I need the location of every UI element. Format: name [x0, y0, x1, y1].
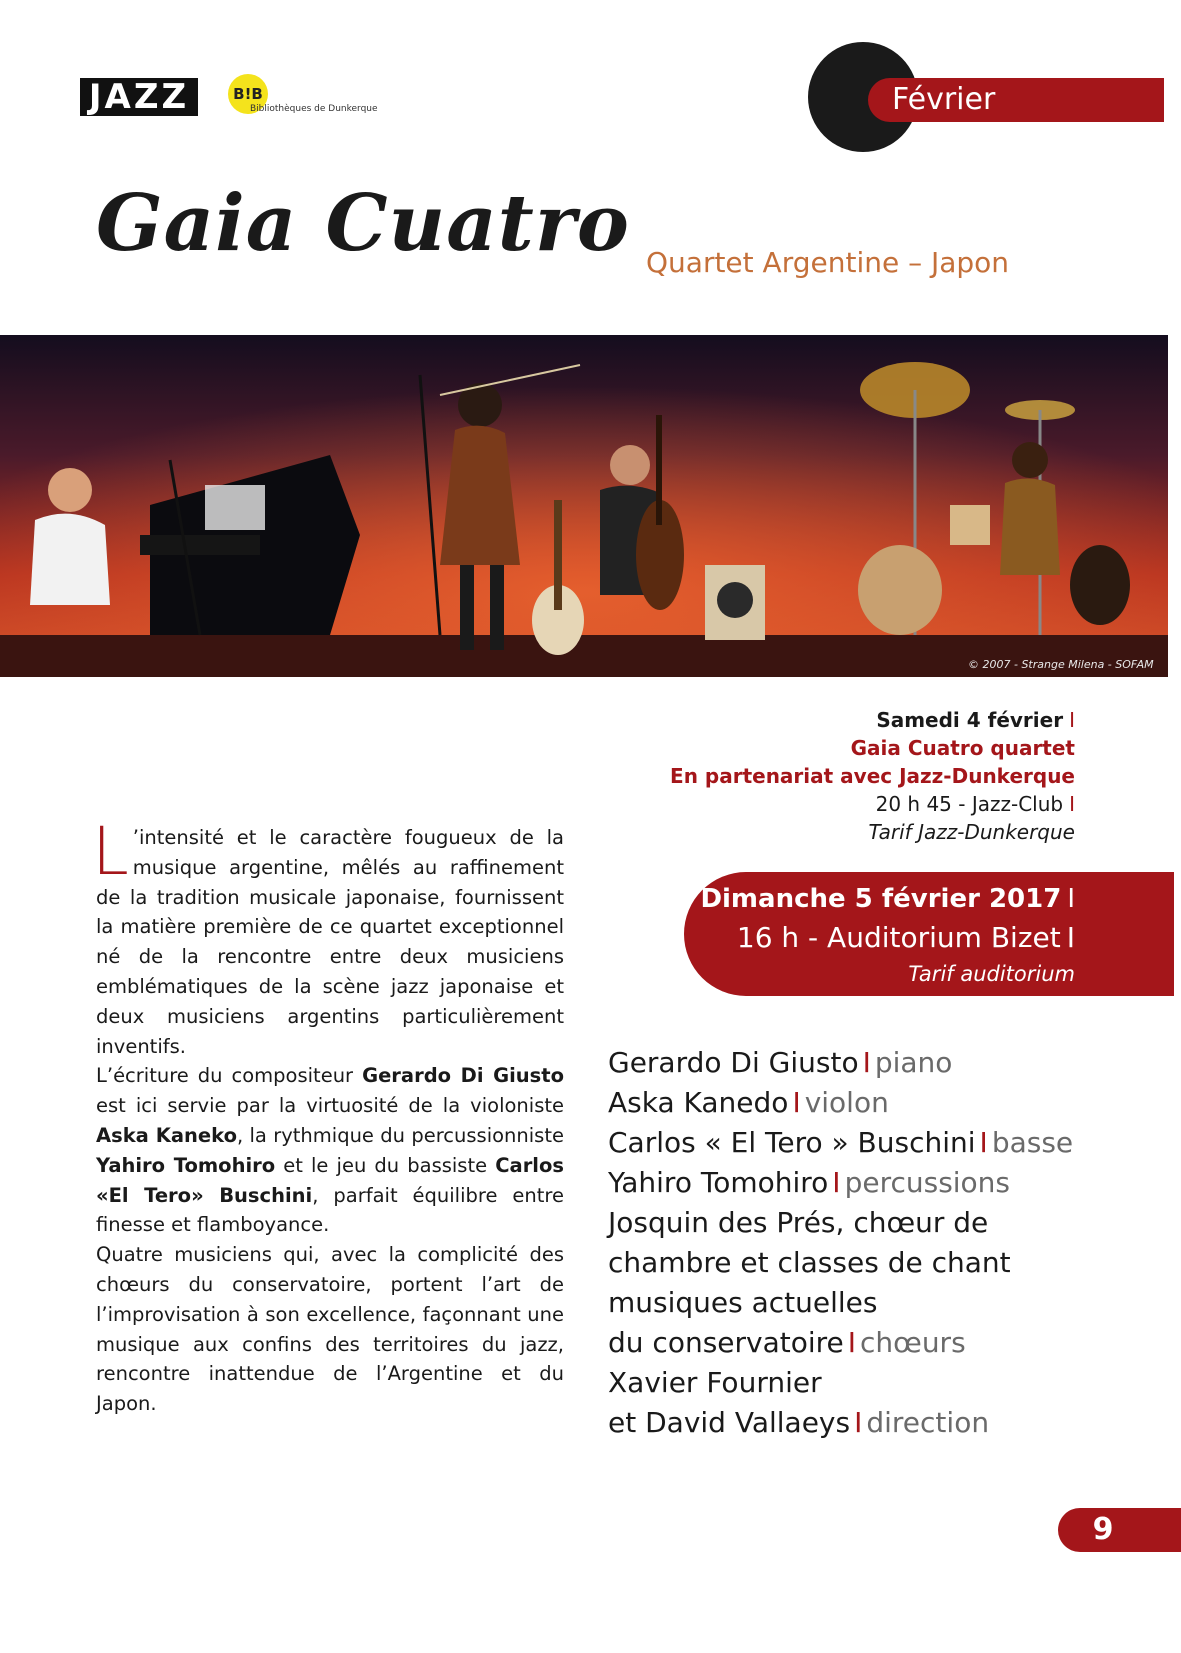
separator: I: [979, 1126, 988, 1159]
main-time-place: 16 h - Auditorium Bizet: [736, 921, 1061, 954]
credit-name: Gerardo Di Giusto: [608, 1046, 859, 1079]
credit-name: et David Vallaeys: [608, 1406, 851, 1439]
drop-cap: L: [92, 813, 129, 890]
schedule-saturday: [670, 706, 1075, 846]
separator: I: [862, 1046, 871, 1079]
musician-name: Aska Kaneko: [96, 1123, 237, 1147]
separator: I: [1066, 921, 1075, 954]
page-subtitle: Quartet Argentine – Japon: [646, 246, 1010, 279]
credit-line: [608, 1163, 1073, 1203]
body-paragraph-2: [96, 1061, 564, 1240]
body-paragraph-1: [92, 813, 564, 1061]
credits: [608, 1043, 1073, 1443]
body-text: [92, 813, 564, 1419]
body-paragraph-3: Quatre musiciens qui, avec la complicité des chœurs du conservatoire, portent l’art de l’improvisation à son excellence, façonnant une musique aux confins des territoires du jazz, rencontre inattendue de l’Argentine et du Japon.: [96, 1243, 564, 1416]
body-text-span: ’intensité et le caractère fougueux de la musique argentine, mêlés au raffinement de la tradition musicale japonaise, fournissent la matière première de ce quartet exceptionnel né de la rencontre entre deux musiciens emblématiques de la scène jazz japonaise et deux musiciens argentins particulièrement inventifs.: [96, 826, 564, 1058]
main-tarif: Tarif auditorium: [908, 962, 1075, 986]
credit-role: chœurs: [860, 1326, 966, 1359]
schedule-date: Samedi 4 février: [876, 708, 1064, 732]
credit-role: basse: [991, 1126, 1074, 1159]
schedule-tarif: Tarif Jazz-Dunkerque: [868, 820, 1075, 844]
credit-line: [608, 1403, 1073, 1443]
credit-role: direction: [866, 1406, 990, 1439]
schedule-partner: En partenariat avec Jazz-Dunkerque: [670, 764, 1075, 788]
concert-photo: [0, 335, 1168, 677]
bib-logo-mark: B!B: [228, 74, 268, 114]
separator: I: [1067, 884, 1075, 914]
credit-role: violon: [804, 1086, 889, 1119]
body-text-span: est ici servie par la virtuosité de la violoniste: [96, 1094, 564, 1118]
credit-line: [608, 1083, 1073, 1123]
month-label: Février: [892, 82, 996, 117]
photo-credit: © 2007 - Strange Milena - SOFAM: [968, 658, 1154, 671]
credit-line: [608, 1123, 1073, 1163]
credit-name: Aska Kanedo: [608, 1086, 789, 1119]
credit-role: piano: [874, 1046, 953, 1079]
credit-line: chambre et classes de chant: [608, 1246, 1011, 1279]
credit-name: Carlos « El Tero » Buschini: [608, 1126, 976, 1159]
body-text-span: et le jeu du bassiste: [275, 1153, 496, 1177]
body-text-span: , la rythmique du percussionniste: [236, 1123, 564, 1147]
main-date-text: [700, 880, 1075, 990]
jazz-logo: JAZZ: [80, 78, 198, 116]
credit-line: musiques actuelles: [608, 1286, 878, 1319]
bib-logo: [228, 74, 378, 124]
bib-logo-subtitle: Bibliothèques de Dunkerque: [250, 104, 378, 114]
schedule-time-place: 20 h 45 - Jazz-Club: [875, 792, 1064, 816]
separator: I: [1069, 792, 1075, 816]
page-title: Gaia Cuatro: [96, 178, 630, 269]
separator: I: [854, 1406, 863, 1439]
musician-name: Carlos «El Tero» Buschini: [96, 1153, 564, 1207]
page-number: 9: [1092, 1512, 1114, 1547]
credit-line: Josquin des Prés, chœur de: [608, 1206, 989, 1239]
body-text-span: , parfait équilibre entre finesse et flamboyance.: [96, 1183, 564, 1237]
main-date: Dimanche 5 février 2017: [700, 884, 1062, 914]
separator: I: [792, 1086, 801, 1119]
separator: I: [832, 1166, 841, 1199]
credit-name: du conservatoire: [608, 1326, 844, 1359]
body-text-span: L’écriture du compositeur: [96, 1064, 363, 1088]
credit-name: Yahiro Tomohiro: [608, 1166, 829, 1199]
musician-name: Yahiro Tomohiro: [96, 1153, 276, 1177]
credit-role: percussions: [844, 1166, 1011, 1199]
credit-line: Xavier Fournier: [608, 1366, 822, 1399]
schedule-event: Gaia Cuatro quartet: [850, 736, 1075, 760]
credit-line: [608, 1323, 1073, 1363]
separator: I: [847, 1326, 857, 1359]
credit-line: [608, 1043, 1073, 1083]
musician-name: Gerardo Di Giusto: [362, 1064, 564, 1088]
separator: I: [1069, 708, 1075, 732]
